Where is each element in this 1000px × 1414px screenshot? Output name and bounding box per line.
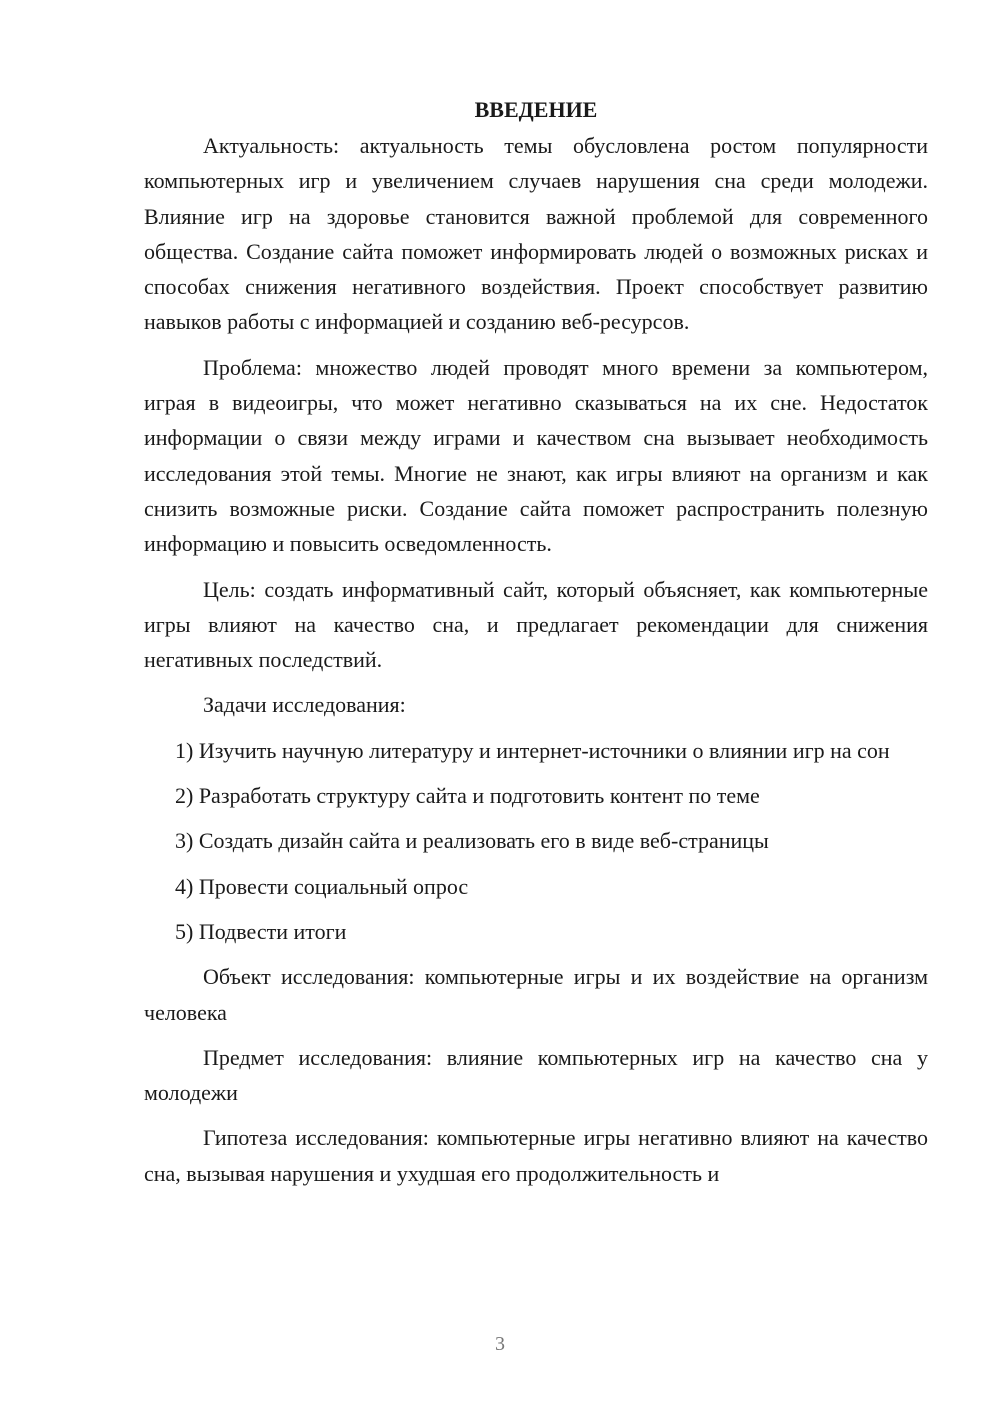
task-item-5: 5) Подвести итоги — [175, 918, 347, 944]
document-page — [144, 92, 928, 1201]
paragraph-relevance: Актуальность: актуальность темы обусловлена ростом популярности компьютерных игр и увеличением случаев нарушения сна среди молодежи. Влияние игр на здоровье становится важной проблемой для современного общества. Создание сайта поможет информировать людей о возможных рисках и способах снижения негативного воздействия. Проект способствует развитию навыков работы с информацией и созданию веб-ресурсов. — [144, 133, 928, 335]
page-title: ВВЕДЕНИЕ — [474, 97, 598, 122]
tasks-list — [144, 733, 928, 949]
task-item-4: 4) Провести социальный опрос — [175, 873, 469, 899]
tasks-heading: Задачи исследования: — [203, 692, 406, 718]
task-item-1: 1) Изучить научную литературу и интернет-источники о влиянии игр на сон — [175, 737, 890, 763]
paragraph-object: Объект исследования: компьютерные игры и их воздействие на организм человека — [144, 964, 928, 1025]
paragraph-subject: Предмет исследования: влияние компьютерных игр на качество сна у молодежи — [144, 1044, 928, 1106]
task-item-3: 3) Создать дизайн сайта и реализовать его в виде веб-страницы — [175, 828, 769, 854]
paragraph-hypothesis: Гипотеза исследования: компьютерные игры негативно влияют на качество сна, вызывая нарушения и ухудшая его продолжительность и — [144, 1125, 928, 1186]
task-item-2: 2) Разработать структуру сайта и подготовить контент по теме — [175, 783, 760, 809]
paragraph-problem: Проблема: множество людей проводят много времени за компьютером, играя в видеоигры, что может негативно сказываться на их сне. Недостаток информации о связи между играми и качеством сна вызывает необходимость исследования этой темы. Многие не знают, как игры влияют на организм и как снизить возможные риски. Создание сайта поможет распространить полезную информацию и повысить осведомленность. — [144, 354, 928, 557]
paragraph-goal: Цель: создать информативный сайт, который объясняет, как компьютерные игры влияют на качество сна, и предлагает рекомендации для снижения негативных последствий. — [144, 576, 928, 673]
page-number: 3 — [495, 1333, 505, 1355]
